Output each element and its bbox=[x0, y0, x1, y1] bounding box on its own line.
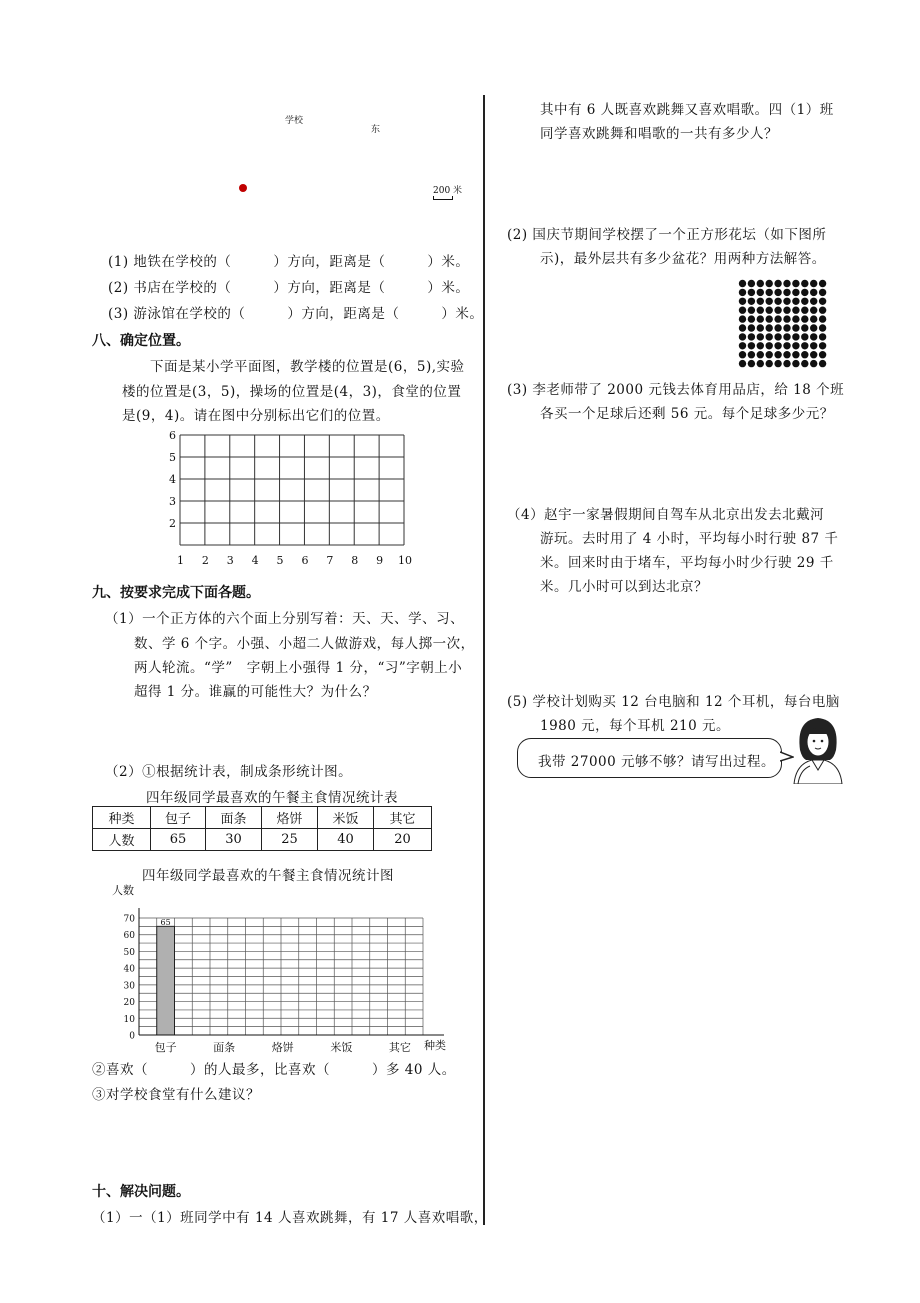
flower-pot-dot bbox=[783, 315, 790, 322]
flower-pot-dot bbox=[748, 324, 755, 331]
flower-pot-dot bbox=[819, 360, 826, 367]
flower-pot-dot bbox=[810, 298, 817, 305]
grid-x-tick: 5 bbox=[276, 554, 284, 567]
table-cell: 米饭 bbox=[318, 807, 374, 829]
flower-pot-dot bbox=[801, 307, 808, 314]
flower-pot-dot bbox=[748, 289, 755, 296]
flower-pot-dot bbox=[792, 307, 799, 314]
q9-p1-line-3: 两人轮流。“学” 字朝上小强得 1 分，“习”字朝上小 bbox=[134, 660, 463, 676]
q10-p4-line-2: 游玩。去时用了 4 小时，平均每小时行驶 87 千 bbox=[540, 531, 839, 547]
coordinate-grid bbox=[160, 425, 420, 570]
q7-item-2: (2) 书店在学校的（ ）方向，距离是（ ）米。 bbox=[108, 280, 470, 296]
column-divider bbox=[483, 95, 485, 1225]
grid-x-tick: 8 bbox=[351, 554, 359, 567]
map-scale-label: 200 米 bbox=[433, 186, 463, 196]
flower-pot-dot bbox=[819, 315, 826, 322]
chart-y-label: 人数 bbox=[112, 884, 134, 897]
flower-pot-dot bbox=[748, 315, 755, 322]
q9-title: 九、按要求完成下面各题。 bbox=[92, 585, 260, 601]
bar-chart bbox=[100, 880, 460, 1058]
flower-pot-dot bbox=[774, 280, 781, 287]
school-dot bbox=[239, 184, 247, 192]
flower-pot-dot bbox=[819, 342, 826, 349]
flower-pot-dot bbox=[783, 360, 790, 367]
chart-category-label: 包子 bbox=[154, 1041, 177, 1054]
bubble-text: 我带 27000 元够不够？请写出过程。 bbox=[538, 754, 776, 770]
chart-category-label: 烙饼 bbox=[271, 1041, 294, 1054]
flower-pot-dot bbox=[757, 315, 764, 322]
chart-category-label: 面条 bbox=[213, 1041, 236, 1054]
chart-y-tick: 40 bbox=[123, 964, 135, 975]
flower-pot-dot bbox=[757, 307, 764, 314]
flower-pot-dot bbox=[783, 298, 790, 305]
flower-pot-dot bbox=[819, 280, 826, 287]
flower-pot-dot bbox=[819, 289, 826, 296]
q9-line-3: ③对学校食堂有什么建议？ bbox=[92, 1087, 260, 1103]
flower-pot-dot bbox=[801, 315, 808, 322]
table-cell: 25 bbox=[262, 829, 318, 851]
table-row bbox=[93, 807, 432, 829]
chart-y-tick: 0 bbox=[129, 1031, 135, 1042]
flower-pot-dot bbox=[801, 298, 808, 305]
flower-pot-dot bbox=[810, 315, 817, 322]
q9-p1-line-1: （1）一个正方体的六个面上分别写着：天、天、学、习、 bbox=[105, 611, 465, 627]
table-cell: 20 bbox=[374, 829, 432, 851]
flower-pot-dot bbox=[774, 315, 781, 322]
flower-pot-dot bbox=[810, 280, 817, 287]
grid-x-tick: 10 bbox=[398, 554, 412, 567]
flower-pot-dot bbox=[757, 298, 764, 305]
flower-pot-dot bbox=[783, 342, 790, 349]
chart-x-label: 种类 bbox=[424, 1039, 446, 1052]
flower-pot-dot bbox=[766, 289, 773, 296]
flower-pot-dot bbox=[783, 280, 790, 287]
flower-pot-dot bbox=[810, 333, 817, 340]
flower-pot-dot bbox=[774, 324, 781, 331]
table-cell: 烙饼 bbox=[262, 807, 318, 829]
flower-pot-dot bbox=[783, 289, 790, 296]
flower-pot-dot bbox=[739, 324, 746, 331]
flower-pot-dot bbox=[739, 289, 746, 296]
table-cell: 30 bbox=[206, 829, 262, 851]
flower-pot-dot bbox=[757, 333, 764, 340]
q8-title: 八、确定位置。 bbox=[92, 333, 190, 349]
flower-pot-dot bbox=[801, 351, 808, 358]
grid-x-tick: 2 bbox=[201, 554, 209, 567]
flower-pot-dot bbox=[792, 333, 799, 340]
chart-data-label: 65 bbox=[160, 917, 171, 927]
grid-x-tick: 6 bbox=[301, 554, 309, 567]
flower-pot-dot bbox=[757, 324, 764, 331]
grid-x-tick: 9 bbox=[376, 554, 384, 567]
q7-item-1: (1) 地铁在学校的（ ）方向，距离是（ ）米。 bbox=[108, 254, 470, 270]
flower-pot-dot bbox=[792, 280, 799, 287]
teacher-illustration-icon bbox=[790, 712, 846, 784]
flower-pot-dot bbox=[801, 360, 808, 367]
q9-p1-line-2: 数、学 6 个字。小强、小超二人做游戏，每人掷一次， bbox=[134, 636, 475, 652]
flower-pot-dot bbox=[783, 324, 790, 331]
q9-p1-line-4: 超得 1 分。谁赢的可能性大？为什么？ bbox=[134, 684, 377, 700]
chart-title: 四年级同学最喜欢的午餐主食情况统计图 bbox=[142, 868, 394, 884]
table-cell: 人数 bbox=[93, 829, 151, 851]
q10-title: 十、解决问题。 bbox=[92, 1184, 190, 1200]
flower-pot-dot bbox=[792, 342, 799, 349]
q10-p4-line-3: 米。回来时由于堵车，平均每小时少行驶 29 千 bbox=[540, 555, 834, 571]
q10-p2-line-1: (2) 国庆节期间学校摆了一个正方形花坛（如下图所 bbox=[507, 227, 827, 243]
q10-p4-line-1: （4）赵宇一家暑假期间自驾车从北京出发去北戴河 bbox=[507, 507, 825, 523]
q10-p5-line-2: 1980 元，每个耳机 210 元。 bbox=[540, 718, 730, 734]
flower-pot-dot bbox=[757, 289, 764, 296]
flower-pot-dot bbox=[748, 333, 755, 340]
flower-pot-dot bbox=[801, 342, 808, 349]
chart-bar bbox=[157, 926, 175, 1035]
q8-line-2: 楼的位置是(3，5)，操场的位置是(4，3)，食堂的位置 bbox=[122, 384, 462, 400]
q8-line-3: 是(9，4)。请在图中分别标出它们的位置。 bbox=[122, 408, 390, 424]
flower-pot-dot bbox=[739, 351, 746, 358]
chart-category-label: 米饭 bbox=[330, 1041, 353, 1054]
flower-pot-dot bbox=[757, 342, 764, 349]
flower-pot-dot bbox=[792, 298, 799, 305]
flower-pot-dot bbox=[757, 360, 764, 367]
table-cell: 种类 bbox=[93, 807, 151, 829]
table-cell: 其它 bbox=[374, 807, 432, 829]
flower-pot-dot bbox=[819, 298, 826, 305]
flower-pot-dot bbox=[766, 342, 773, 349]
flower-pot-dot bbox=[774, 298, 781, 305]
grid-x-tick: 4 bbox=[251, 554, 259, 567]
q8-line-1: 下面是某小学平面图，教学楼的位置是(6，5),实验 bbox=[150, 359, 465, 375]
flower-pot-dot bbox=[748, 298, 755, 305]
flower-pot-dot bbox=[748, 342, 755, 349]
flower-pot-dot bbox=[774, 342, 781, 349]
grid-x-tick: 1 bbox=[177, 554, 184, 567]
flower-pot-dot bbox=[819, 333, 826, 340]
flower-pot-dot bbox=[783, 351, 790, 358]
chart-y-tick: 20 bbox=[123, 998, 135, 1009]
flower-pot-dot bbox=[801, 280, 808, 287]
table-cell: 面条 bbox=[206, 807, 262, 829]
flower-pot-dot bbox=[739, 315, 746, 322]
grid-x-tick: 3 bbox=[226, 554, 234, 567]
grid-y-tick: 6 bbox=[169, 429, 176, 442]
chart-y-tick: 30 bbox=[123, 981, 135, 992]
table-cell: 65 bbox=[151, 829, 206, 851]
flower-pot-dot bbox=[792, 351, 799, 358]
q10-p1-line-1: （1）一（1）班同学中有 14 人喜欢跳舞，有 17 人喜欢唱歌， bbox=[92, 1210, 488, 1226]
flower-pot-dot bbox=[774, 289, 781, 296]
flower-pot-dot bbox=[766, 298, 773, 305]
flower-pot-dot bbox=[748, 280, 755, 287]
flower-pot-dot bbox=[783, 333, 790, 340]
flower-pot-dot bbox=[766, 333, 773, 340]
flower-pot-dot bbox=[810, 351, 817, 358]
flower-pot-dot bbox=[792, 324, 799, 331]
flower-pot-dot bbox=[810, 324, 817, 331]
flower-pot-dot bbox=[739, 333, 746, 340]
q10-p5-line-1: (5) 学校计划购买 12 台电脑和 12 个耳机，每台电脑 bbox=[507, 694, 840, 710]
flower-pot-dot bbox=[748, 351, 755, 358]
flower-pot-dot bbox=[766, 315, 773, 322]
chart-y-tick: 50 bbox=[123, 947, 135, 958]
flower-pot-dot bbox=[739, 342, 746, 349]
q7-item-3: (3) 游泳馆在学校的（ ）方向，距离是（ ）米。 bbox=[108, 306, 484, 322]
flower-pot-dot bbox=[801, 333, 808, 340]
map-school-label: 学校 bbox=[285, 116, 304, 126]
table-cell: 包子 bbox=[151, 807, 206, 829]
q9-p2-intro: （2）①根据统计表，制成条形统计图。 bbox=[105, 764, 353, 780]
flower-pot-dot bbox=[819, 351, 826, 358]
flower-pot-dot bbox=[757, 280, 764, 287]
flower-pot-dot bbox=[739, 298, 746, 305]
flower-pot-dot bbox=[774, 307, 781, 314]
flower-pot-dot bbox=[739, 280, 746, 287]
flower-pot-dot bbox=[792, 315, 799, 322]
flower-pot-dot bbox=[757, 351, 764, 358]
flower-pot-dot bbox=[810, 289, 817, 296]
flower-pot-dot bbox=[774, 333, 781, 340]
flower-pot-dot bbox=[801, 289, 808, 296]
table-cell: 40 bbox=[318, 829, 374, 851]
q10-p4-line-4: 米。几小时可以到达北京？ bbox=[540, 579, 708, 595]
flower-pot-dot bbox=[819, 324, 826, 331]
flower-pot-dot bbox=[774, 351, 781, 358]
q10-p2-line-2: 示)，最外层共有多少盆花？用两种方法解答。 bbox=[540, 251, 826, 267]
q10-p3-line-2: 各买一个足球后还剩 56 元。每个足球多少元？ bbox=[540, 406, 834, 422]
flower-pot-dot bbox=[766, 360, 773, 367]
flower-pot-dot bbox=[810, 360, 817, 367]
flower-pot-dot bbox=[774, 360, 781, 367]
flower-pot-dot bbox=[819, 307, 826, 314]
flower-pot-dot bbox=[792, 360, 799, 367]
q10-p1-cont-2: 同学喜欢跳舞和唱歌的一共有多少人？ bbox=[540, 126, 778, 142]
flower-pot-dot bbox=[766, 307, 773, 314]
chart-y-tick: 60 bbox=[123, 931, 135, 942]
flower-pot-dot bbox=[792, 289, 799, 296]
flower-pot-dot bbox=[766, 351, 773, 358]
q10-p1-cont-1: 其中有 6 人既喜欢跳舞又喜欢唱歌。四（1）班 bbox=[540, 102, 834, 118]
flower-pot-dot bbox=[748, 360, 755, 367]
chart-y-tick: 10 bbox=[123, 1014, 135, 1025]
table-title: 四年级同学最喜欢的午餐主食情况统计表 bbox=[146, 790, 398, 806]
q9-line-2: ②喜欢（ ）的人最多，比喜欢（ ）多 40 人。 bbox=[92, 1062, 456, 1078]
flower-pot-dot bbox=[748, 307, 755, 314]
grid-y-tick: 5 bbox=[169, 451, 176, 464]
flower-pot-dot bbox=[766, 324, 773, 331]
flower-pot-dot bbox=[801, 324, 808, 331]
flower-pot-dot bbox=[739, 307, 746, 314]
flower-pot-dot bbox=[783, 307, 790, 314]
chart-category-label: 其它 bbox=[388, 1041, 411, 1054]
map-scale-bar bbox=[433, 196, 453, 200]
flower-pot-dot bbox=[810, 307, 817, 314]
q10-p3-line-1: (3) 李老师带了 2000 元钱去体育用品店，给 18 个班 bbox=[507, 382, 845, 398]
chart-y-tick: 70 bbox=[123, 914, 135, 925]
flower-pot-dot bbox=[739, 360, 746, 367]
grid-x-tick: 7 bbox=[326, 554, 334, 567]
grid-y-tick: 2 bbox=[169, 517, 176, 530]
flower-bed-dots bbox=[738, 279, 828, 369]
stat-table bbox=[92, 806, 432, 851]
map-east-label: 东 bbox=[371, 125, 381, 135]
grid-y-tick: 3 bbox=[169, 495, 176, 508]
table-row bbox=[93, 829, 432, 851]
flower-pot-dot bbox=[810, 342, 817, 349]
flower-pot-dot bbox=[766, 280, 773, 287]
grid-y-tick: 4 bbox=[169, 473, 176, 486]
